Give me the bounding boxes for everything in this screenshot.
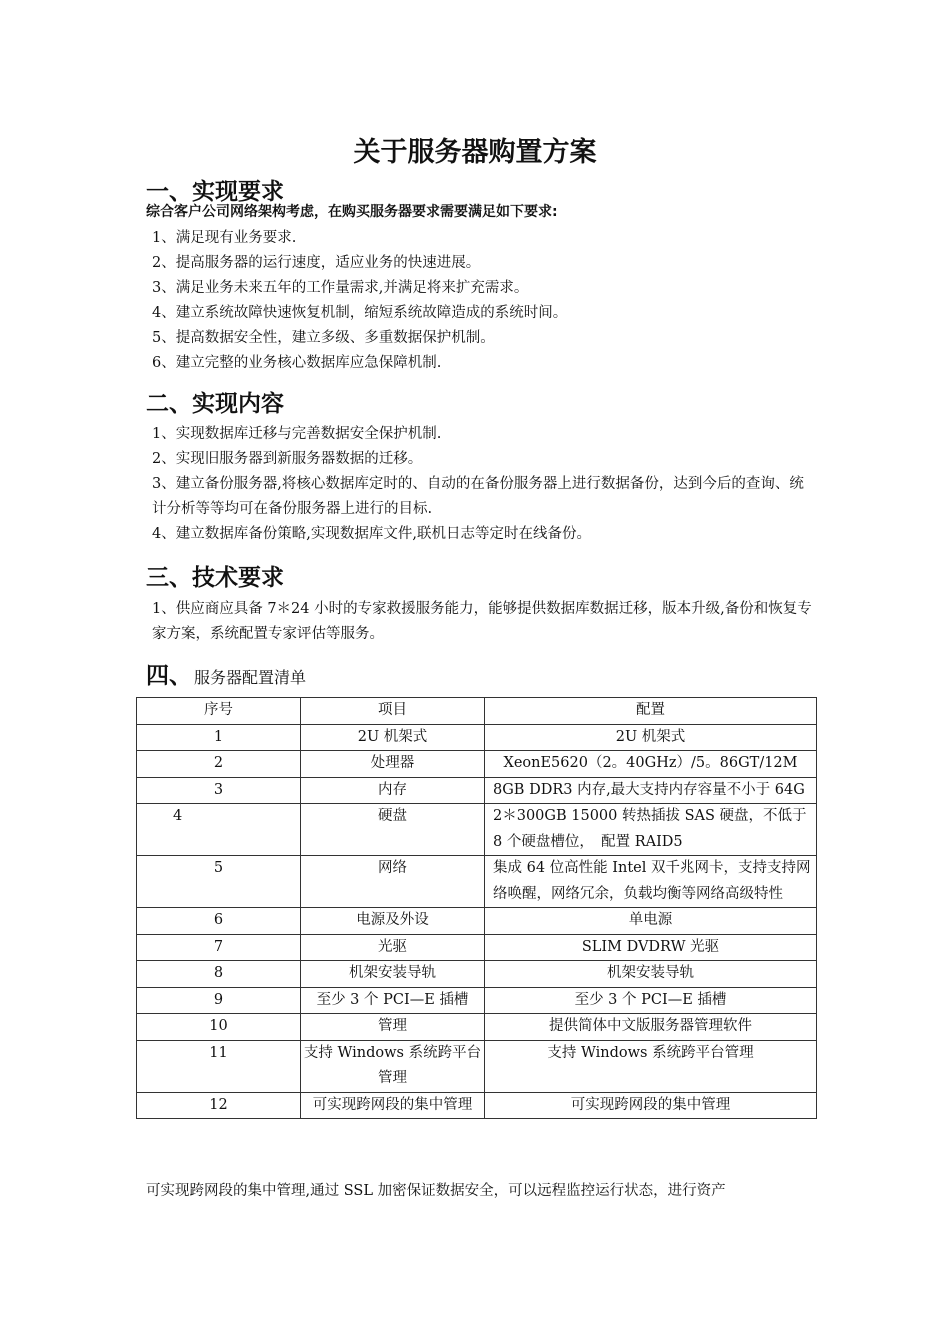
table-row: [137, 1014, 817, 1041]
table-cell: 11: [137, 1040, 301, 1092]
section-3-heading: 三、技术要求: [146, 565, 284, 591]
table-cell: 单电源: [485, 908, 817, 935]
table-cell: 至少 3 个 PCI—E 插槽: [301, 987, 485, 1014]
list-item: 3、满足业务未来五年的工作量需求,并满足将来扩充需求。: [152, 280, 529, 296]
table-cell: 支持 Windows 系统跨平台管理: [301, 1040, 485, 1092]
table-cell: 4: [137, 804, 301, 856]
section-1-intro: 综合客户公司网络架构考虑，在购买服务器要求需要满足如下要求:: [146, 204, 558, 220]
list-item: 3、建立备份服务器,将核心数据库定时的、自动的在备份服务器上进行数据备份，达到今后的查询、统计分析等等均可在备份服务器上进行的目标.: [152, 476, 804, 517]
table-row: [137, 1092, 817, 1119]
table-cell: 8: [137, 961, 301, 988]
footer-paragraph: 可实现跨网段的集中管理,通过 SSL 加密保证数据安全，可以远程监控运行状态，进行资产: [146, 1183, 726, 1199]
table-cell: 7: [137, 934, 301, 961]
list-item: 2、提高服务器的运行速度，适应业务的快速进展。: [152, 255, 481, 271]
list-item: 1、满足现有业务要求.: [152, 230, 297, 246]
table-cell: 处理器: [301, 751, 485, 778]
list-item: 2、实现旧服务器到新服务器数据的迁移。: [152, 451, 423, 467]
list-item: 1、实现数据库迁移与完善数据安全保护机制.: [152, 426, 442, 442]
section-1-list: [146, 226, 816, 376]
table-cell: 集成 64 位高性能 Intel 双千兆网卡，支持支持网络唤醒，网络冗余，负载均衡等网络高级特性: [485, 856, 817, 908]
table-cell: 2: [137, 751, 301, 778]
section-1-heading: 一、实现要求: [146, 179, 284, 205]
document-title: 关于服务器购置方案: [353, 137, 597, 168]
table-cell: 至少 3 个 PCI—E 插槽: [485, 987, 817, 1014]
table-row: [137, 908, 817, 935]
table-cell: 管理: [301, 1014, 485, 1041]
table-row: [137, 856, 817, 908]
table-cell: 12: [137, 1092, 301, 1119]
table-header-cell: 项目: [301, 698, 485, 725]
table-cell: SLIM DVDRW 光驱: [485, 934, 817, 961]
table-row: [137, 804, 817, 856]
section-2-list: [146, 422, 816, 547]
table-cell: XeonE5620（2。40GHz）/5。86GT/12M: [485, 751, 817, 778]
table-row: [137, 961, 817, 988]
server-config-table: [136, 697, 817, 1119]
table-row: [137, 751, 817, 778]
table-header-cell: 配置: [485, 698, 817, 725]
table-cell: 硬盘: [301, 804, 485, 856]
section-4-heading: [146, 657, 306, 690]
table-row: [137, 934, 817, 961]
list-item: 4、建立系统故障快速恢复机制，缩短系统故障造成的系统时间。: [152, 305, 568, 321]
table-cell: 10: [137, 1014, 301, 1041]
table-cell: 网络: [301, 856, 485, 908]
table-cell: 2U 机架式: [485, 724, 817, 751]
list-item: 1、供应商应具备 7＊24 小时的专家救援服务能力，能够提供数据库数据迁移，版本升级,备份和恢复专家方案，系统配置专家评估等服务。: [152, 601, 812, 642]
table-header-cell: 序号: [137, 698, 301, 725]
table-cell: 8GB DDR3 内存,最大支持内存容量不小于 64G: [485, 777, 817, 804]
table-cell: 2U 机架式: [301, 724, 485, 751]
table-cell: 电源及外设: [301, 908, 485, 935]
section-4-number: 四、: [146, 663, 192, 689]
section-2-heading: 二、实现内容: [146, 391, 284, 417]
section-3-list: [146, 597, 816, 647]
section-4-title: 服务器配置清单: [194, 668, 307, 687]
table-cell: 6: [137, 908, 301, 935]
table-cell: 机架安装导轨: [485, 961, 817, 988]
table-cell: 内存: [301, 777, 485, 804]
list-item: 5、提高数据安全性，建立多级、多重数据保护机制。: [152, 330, 495, 346]
table-cell: 5: [137, 856, 301, 908]
table-cell: 1: [137, 724, 301, 751]
table-cell: 机架安装导轨: [301, 961, 485, 988]
list-item: 6、建立完整的业务核心数据库应急保障机制.: [152, 355, 442, 371]
table-cell: 2＊300GB 15000 转热插拔 SAS 硬盘，不低于 8 个硬盘槽位， 配置 RAID5: [485, 804, 817, 856]
table-cell: 提供简体中文版服务器管理软件: [485, 1014, 817, 1041]
table-header-row: [137, 698, 817, 725]
table-row: [137, 1040, 817, 1092]
table-row: [137, 724, 817, 751]
table-row: [137, 777, 817, 804]
list-item: 4、建立数据库备份策略,实现数据库文件,联机日志等定时在线备份。: [152, 526, 591, 542]
table-cell: 3: [137, 777, 301, 804]
table-cell: 支持 Windows 系统跨平台管理: [485, 1040, 817, 1092]
table-row: [137, 987, 817, 1014]
table-cell: 光驱: [301, 934, 485, 961]
table-cell: 可实现跨网段的集中管理: [485, 1092, 817, 1119]
table-cell: 可实现跨网段的集中管理: [301, 1092, 485, 1119]
table-cell: 9: [137, 987, 301, 1014]
